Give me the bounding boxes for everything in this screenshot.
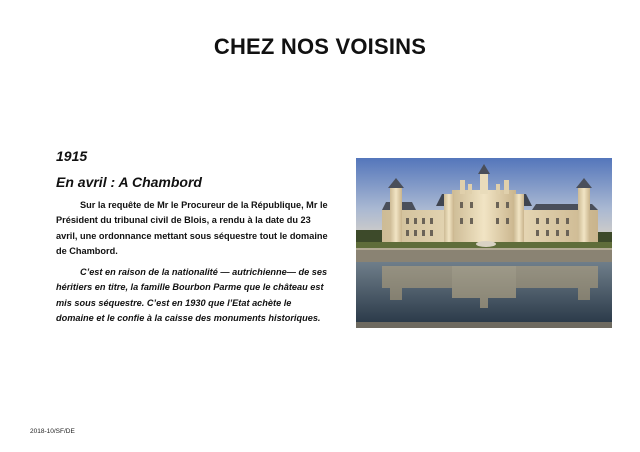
page-title: CHEZ NOS VOISINS (213, 34, 427, 59)
year-heading: 1915 (56, 148, 88, 164)
paragraph-sequestration: Sur la requête de Mr le Procureur de la République, Mr le Président du tribunal civil de Blois, a rendu à la date du 23 avril, une ordonnance mettant sous séquestre tout le domaine de Chambord. (56, 200, 328, 256)
section-subtitle: En avril : A Chambord (56, 174, 202, 190)
document-reference: 2018-10/SF/DE (30, 428, 75, 435)
chateau-chambord-photo (356, 158, 612, 328)
paragraph-explanation: C’est en raison de la nationalité — autrichienne— de ses héritiers en titre, la famille Bourbon Parme que le château est mis sous séquestre. C’est en 1930 que l’Etat achète le domaine et le confie à la caisse des monuments historiques. (56, 267, 328, 323)
